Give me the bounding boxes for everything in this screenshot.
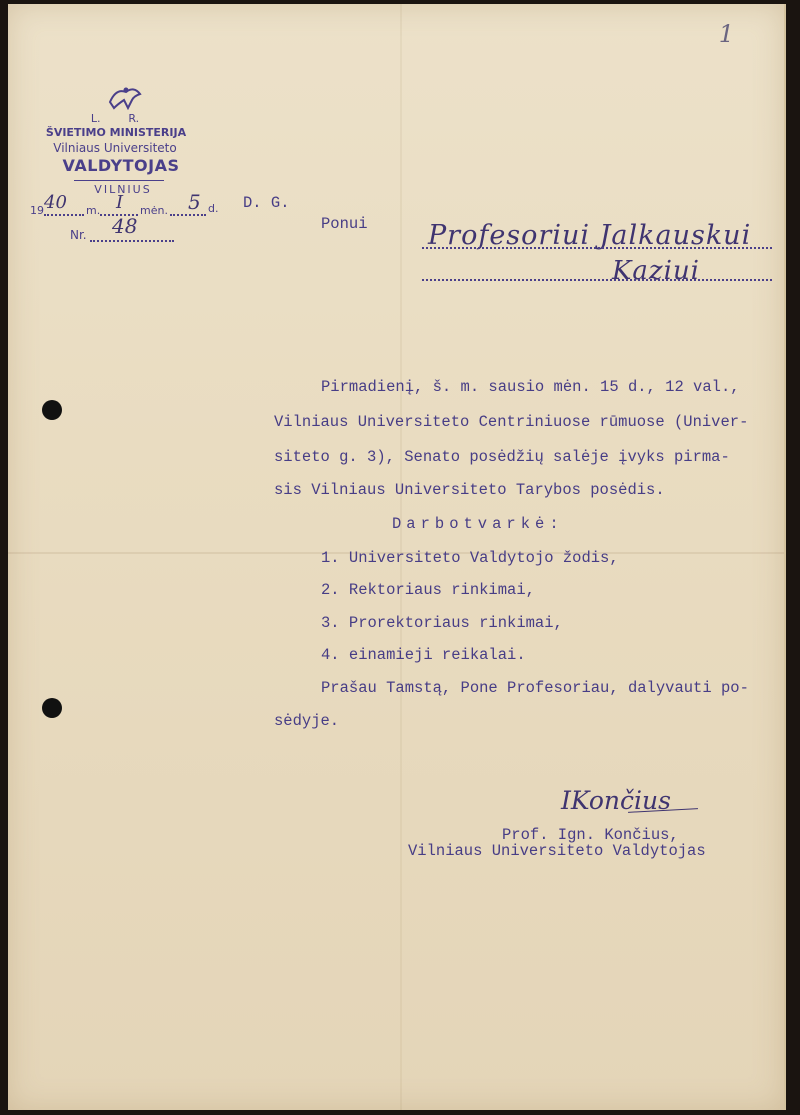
signer-name: Prof. Ign. Končius, (502, 826, 679, 844)
agenda-item-4: 4. einamieji reikalai. (321, 646, 526, 664)
body-line-1: Pirmadienį, š. m. sausio mėn. 15 d., 12 val., (321, 378, 740, 396)
stamp-city: VILNIUS (94, 183, 152, 196)
request-line-1: Prašau Tamstą, Pone Profesoriau, dalyvauti po- (321, 679, 749, 697)
addressee-dotted-line-2 (422, 279, 772, 281)
body-line-3: siteto g. 3), Senato posėdžių salėje įvyks pirma- (274, 448, 730, 466)
stamp-nr-line (90, 240, 174, 242)
agenda-title: Darbotvarkė: (392, 515, 564, 533)
stamp-university: Vilniaus Universiteto (53, 141, 177, 155)
stamp-date-men: mėn. (140, 204, 168, 217)
stamp-date-m: m. (86, 204, 101, 217)
addressee-dotted-line-1 (422, 247, 772, 249)
agenda-item-1: 1. Universiteto Valdytojo žodis, (321, 549, 619, 567)
header-dg: D. G. (243, 194, 290, 212)
letter-page (8, 4, 786, 1110)
stamp-year-line (44, 214, 84, 216)
stamp-date-d: d. (208, 202, 219, 215)
vytis-emblem-icon (104, 82, 144, 110)
stamp-nr-value: 48 (112, 214, 138, 238)
stamp-divider (74, 180, 164, 181)
stamp-valdytojas: VALDYTOJAS (62, 156, 180, 175)
handwritten-signature: IKončius (561, 786, 671, 815)
punch-hole-bottom (42, 698, 62, 718)
addressee-line-1: Profesoriui Jalkauskui (428, 220, 752, 251)
stamp-date-year: 40 (44, 192, 67, 213)
agenda-item-2: 2. Rektoriaus rinkimai, (321, 581, 535, 599)
page-number: 1 (718, 20, 734, 48)
body-line-2: Vilniaus Universiteto Centriniuose rūmuose (Univer- (274, 413, 749, 431)
stamp-nr-label: Nr. (70, 228, 87, 242)
signer-title: Vilniaus Universiteto Valdytojas (408, 842, 706, 860)
punch-hole-top (42, 400, 62, 420)
request-line-2: sėdyje. (274, 712, 340, 730)
body-line-4: sis Vilniaus Universiteto Tarybos posėdis. (274, 481, 665, 499)
stamp-date-prefix: 19 (30, 204, 44, 217)
stamp-lr: L. R. (90, 112, 140, 125)
agenda-item-3: 3. Prorektoriaus rinkimai, (321, 614, 563, 632)
stamp-date-month: I (116, 192, 124, 213)
stamp-date-day: 5 (188, 190, 201, 214)
header-ponui: Ponui (321, 215, 368, 233)
addressee-line-2: Kaziui (612, 256, 700, 286)
stamp-ministry: ŠVIETIMO MINISTERIJA (45, 126, 187, 139)
stamp-day-line (170, 214, 206, 216)
